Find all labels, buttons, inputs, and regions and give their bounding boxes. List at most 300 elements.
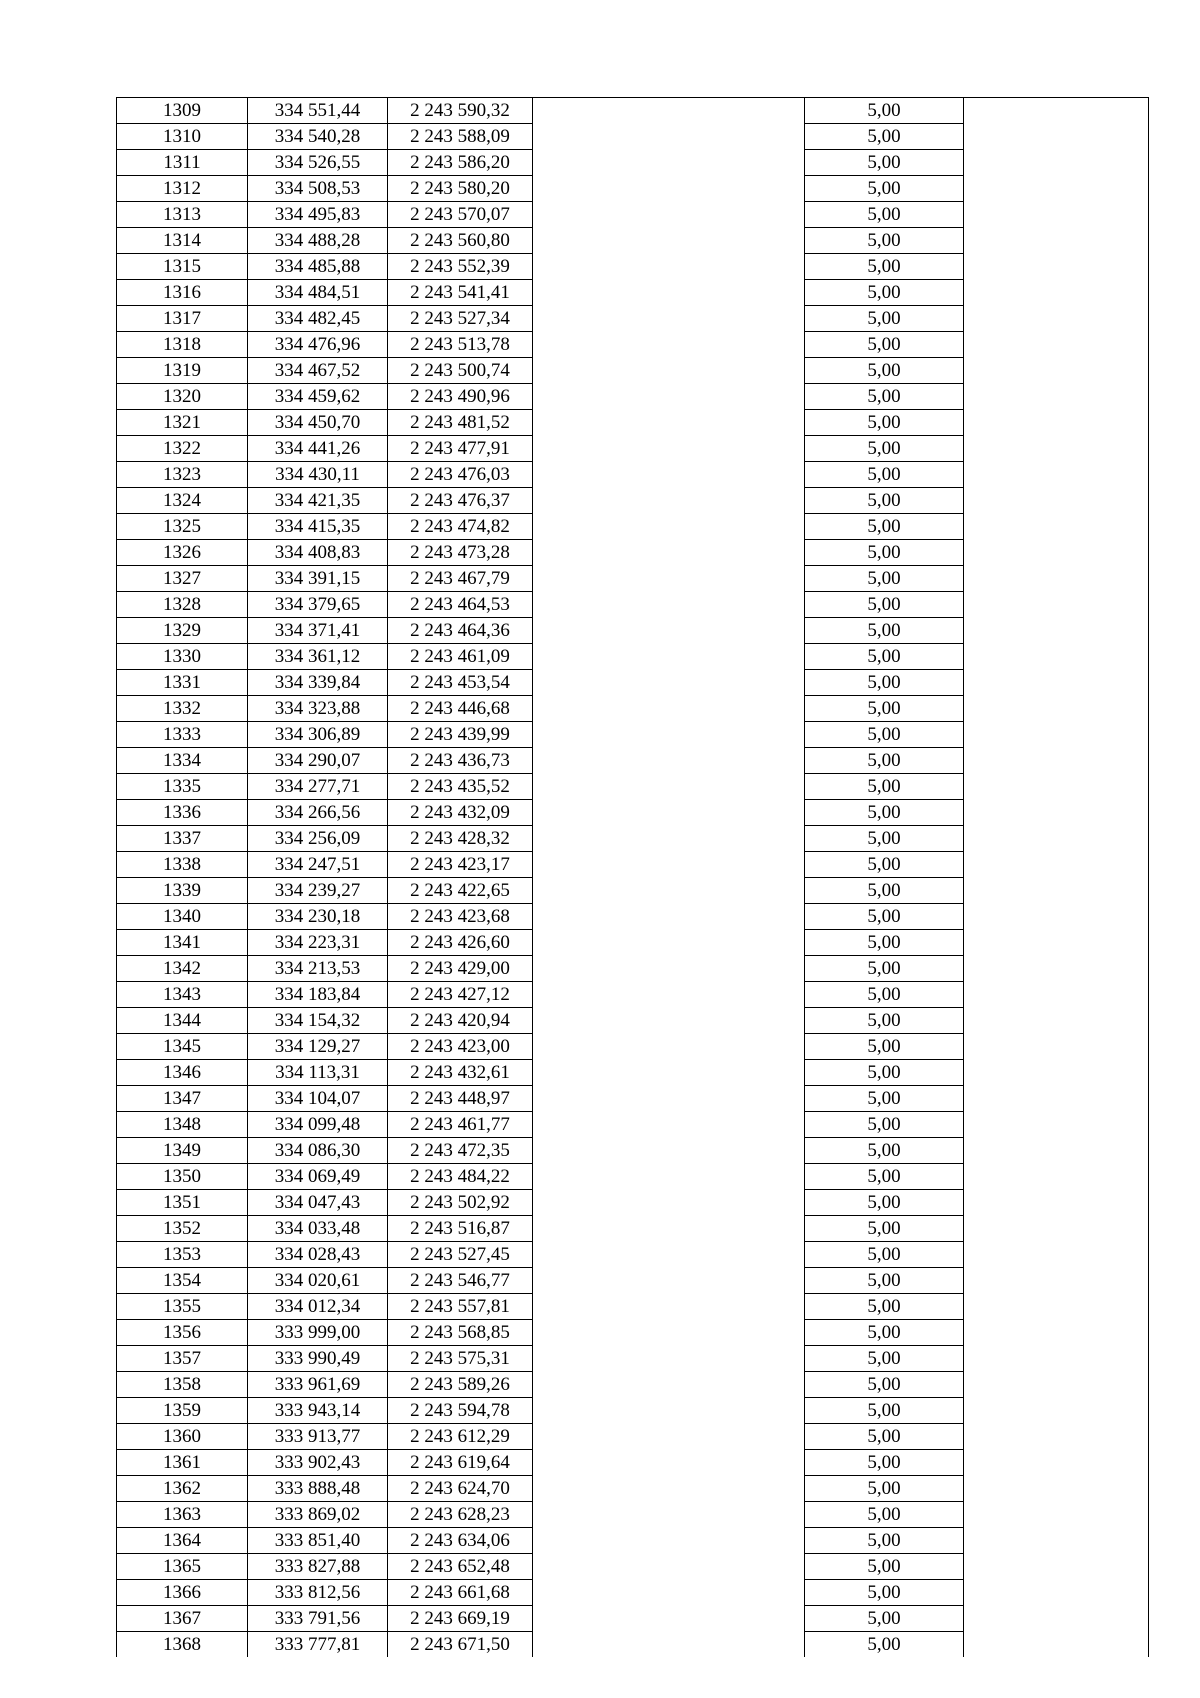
empty-cell xyxy=(964,592,1149,618)
table-row xyxy=(117,774,1149,800)
value-cell: 5,00 xyxy=(805,358,964,384)
x-coordinate-cell: 334 012,34 xyxy=(248,1294,388,1320)
empty-cell xyxy=(533,592,805,618)
y-coordinate-cell: 2 243 420,94 xyxy=(388,1008,533,1034)
x-coordinate-cell: 334 415,35 xyxy=(248,514,388,540)
value-cell: 5,00 xyxy=(805,1580,964,1606)
y-coordinate-cell: 2 243 427,12 xyxy=(388,982,533,1008)
value-cell: 5,00 xyxy=(805,488,964,514)
point-number-cell: 1341 xyxy=(117,930,248,956)
y-coordinate-cell: 2 243 516,87 xyxy=(388,1216,533,1242)
empty-cell xyxy=(964,904,1149,930)
empty-cell xyxy=(964,1216,1149,1242)
table-row xyxy=(117,1554,1149,1580)
empty-cell xyxy=(533,1398,805,1424)
value-cell: 5,00 xyxy=(805,1086,964,1112)
x-coordinate-cell: 334 266,56 xyxy=(248,800,388,826)
empty-cell xyxy=(533,826,805,852)
empty-cell xyxy=(964,176,1149,202)
empty-cell xyxy=(964,1346,1149,1372)
value-cell: 5,00 xyxy=(805,878,964,904)
point-number-cell: 1334 xyxy=(117,748,248,774)
table-row xyxy=(117,488,1149,514)
table-row xyxy=(117,280,1149,306)
y-coordinate-cell: 2 243 464,36 xyxy=(388,618,533,644)
value-cell: 5,00 xyxy=(805,904,964,930)
table-row xyxy=(117,1242,1149,1268)
empty-cell xyxy=(533,1372,805,1398)
empty-cell xyxy=(964,1476,1149,1502)
value-cell: 5,00 xyxy=(805,1606,964,1632)
x-coordinate-cell: 334 020,61 xyxy=(248,1268,388,1294)
empty-cell xyxy=(964,540,1149,566)
empty-cell xyxy=(533,462,805,488)
y-coordinate-cell: 2 243 453,54 xyxy=(388,670,533,696)
x-coordinate-cell: 334 223,31 xyxy=(248,930,388,956)
point-number-cell: 1358 xyxy=(117,1372,248,1398)
empty-cell xyxy=(533,358,805,384)
point-number-cell: 1336 xyxy=(117,800,248,826)
empty-cell xyxy=(533,1034,805,1060)
empty-cell xyxy=(533,800,805,826)
point-number-cell: 1366 xyxy=(117,1580,248,1606)
empty-cell xyxy=(964,1424,1149,1450)
empty-cell xyxy=(964,878,1149,904)
point-number-cell: 1363 xyxy=(117,1502,248,1528)
empty-cell xyxy=(964,488,1149,514)
point-number-cell: 1344 xyxy=(117,1008,248,1034)
y-coordinate-cell: 2 243 671,50 xyxy=(388,1632,533,1658)
empty-cell xyxy=(533,1528,805,1554)
x-coordinate-cell: 334 482,45 xyxy=(248,306,388,332)
empty-cell xyxy=(533,644,805,670)
y-coordinate-cell: 2 243 570,07 xyxy=(388,202,533,228)
table-row xyxy=(117,644,1149,670)
y-coordinate-cell: 2 243 490,96 xyxy=(388,384,533,410)
x-coordinate-cell: 334 129,27 xyxy=(248,1034,388,1060)
empty-cell xyxy=(964,1632,1149,1658)
empty-cell xyxy=(964,956,1149,982)
empty-cell xyxy=(533,774,805,800)
empty-cell xyxy=(964,566,1149,592)
empty-cell xyxy=(964,618,1149,644)
empty-cell xyxy=(964,826,1149,852)
empty-cell xyxy=(964,332,1149,358)
empty-cell xyxy=(964,1320,1149,1346)
y-coordinate-cell: 2 243 589,26 xyxy=(388,1372,533,1398)
empty-cell xyxy=(964,800,1149,826)
point-number-cell: 1359 xyxy=(117,1398,248,1424)
empty-cell xyxy=(964,410,1149,436)
table-row xyxy=(117,384,1149,410)
value-cell: 5,00 xyxy=(805,540,964,566)
table-row xyxy=(117,150,1149,176)
point-number-cell: 1318 xyxy=(117,332,248,358)
table-row xyxy=(117,1502,1149,1528)
point-number-cell: 1345 xyxy=(117,1034,248,1060)
value-cell: 5,00 xyxy=(805,644,964,670)
x-coordinate-cell: 333 999,00 xyxy=(248,1320,388,1346)
value-cell: 5,00 xyxy=(805,930,964,956)
table-row xyxy=(117,566,1149,592)
x-coordinate-cell: 334 033,48 xyxy=(248,1216,388,1242)
table-row xyxy=(117,1606,1149,1632)
x-coordinate-cell: 334 476,96 xyxy=(248,332,388,358)
y-coordinate-cell: 2 243 527,45 xyxy=(388,1242,533,1268)
table-row xyxy=(117,1190,1149,1216)
y-coordinate-cell: 2 243 552,39 xyxy=(388,254,533,280)
empty-cell xyxy=(533,1554,805,1580)
x-coordinate-cell: 334 069,49 xyxy=(248,1164,388,1190)
x-coordinate-cell: 333 851,40 xyxy=(248,1528,388,1554)
point-number-cell: 1311 xyxy=(117,150,248,176)
table-row xyxy=(117,1112,1149,1138)
y-coordinate-cell: 2 243 432,09 xyxy=(388,800,533,826)
table-row xyxy=(117,800,1149,826)
empty-cell xyxy=(964,124,1149,150)
value-cell: 5,00 xyxy=(805,618,964,644)
x-coordinate-cell: 334 113,31 xyxy=(248,1060,388,1086)
table-row xyxy=(117,1320,1149,1346)
empty-cell xyxy=(964,644,1149,670)
table-row xyxy=(117,1528,1149,1554)
empty-cell xyxy=(533,202,805,228)
y-coordinate-cell: 2 243 464,53 xyxy=(388,592,533,618)
y-coordinate-cell: 2 243 477,91 xyxy=(388,436,533,462)
value-cell: 5,00 xyxy=(805,670,964,696)
empty-cell xyxy=(964,748,1149,774)
table-row xyxy=(117,1034,1149,1060)
x-coordinate-cell: 334 485,88 xyxy=(248,254,388,280)
point-number-cell: 1353 xyxy=(117,1242,248,1268)
empty-cell xyxy=(533,124,805,150)
point-number-cell: 1317 xyxy=(117,306,248,332)
empty-cell xyxy=(964,254,1149,280)
y-coordinate-cell: 2 243 580,20 xyxy=(388,176,533,202)
x-coordinate-cell: 334 540,28 xyxy=(248,124,388,150)
empty-cell xyxy=(964,930,1149,956)
empty-cell xyxy=(964,1450,1149,1476)
value-cell: 5,00 xyxy=(805,514,964,540)
point-number-cell: 1325 xyxy=(117,514,248,540)
empty-cell xyxy=(964,1372,1149,1398)
value-cell: 5,00 xyxy=(805,150,964,176)
y-coordinate-cell: 2 243 428,32 xyxy=(388,826,533,852)
value-cell: 5,00 xyxy=(805,1294,964,1320)
table-row xyxy=(117,748,1149,774)
empty-cell xyxy=(533,436,805,462)
value-cell: 5,00 xyxy=(805,1424,964,1450)
empty-cell xyxy=(533,1450,805,1476)
y-coordinate-cell: 2 243 612,29 xyxy=(388,1424,533,1450)
value-cell: 5,00 xyxy=(805,1632,964,1658)
x-coordinate-cell: 334 450,70 xyxy=(248,410,388,436)
x-coordinate-cell: 333 913,77 xyxy=(248,1424,388,1450)
x-coordinate-cell: 334 421,35 xyxy=(248,488,388,514)
x-coordinate-cell: 334 467,52 xyxy=(248,358,388,384)
y-coordinate-cell: 2 243 575,31 xyxy=(388,1346,533,1372)
table-row xyxy=(117,1398,1149,1424)
value-cell: 5,00 xyxy=(805,1164,964,1190)
point-number-cell: 1347 xyxy=(117,1086,248,1112)
point-number-cell: 1352 xyxy=(117,1216,248,1242)
empty-cell xyxy=(533,1320,805,1346)
empty-cell xyxy=(533,1216,805,1242)
point-number-cell: 1338 xyxy=(117,852,248,878)
point-number-cell: 1321 xyxy=(117,410,248,436)
x-coordinate-cell: 334 154,32 xyxy=(248,1008,388,1034)
y-coordinate-cell: 2 243 590,32 xyxy=(388,98,533,124)
table-row xyxy=(117,696,1149,722)
point-number-cell: 1355 xyxy=(117,1294,248,1320)
x-coordinate-cell: 334 239,27 xyxy=(248,878,388,904)
point-number-cell: 1367 xyxy=(117,1606,248,1632)
y-coordinate-cell: 2 243 439,99 xyxy=(388,722,533,748)
value-cell: 5,00 xyxy=(805,1346,964,1372)
empty-cell xyxy=(533,280,805,306)
value-cell: 5,00 xyxy=(805,748,964,774)
empty-cell xyxy=(964,1502,1149,1528)
y-coordinate-cell: 2 243 560,80 xyxy=(388,228,533,254)
point-number-cell: 1327 xyxy=(117,566,248,592)
x-coordinate-cell: 334 256,09 xyxy=(248,826,388,852)
value-cell: 5,00 xyxy=(805,826,964,852)
empty-cell xyxy=(533,384,805,410)
table-row xyxy=(117,228,1149,254)
table-row xyxy=(117,1138,1149,1164)
value-cell: 5,00 xyxy=(805,1216,964,1242)
empty-cell xyxy=(533,1268,805,1294)
empty-cell xyxy=(533,1060,805,1086)
table-row xyxy=(117,1346,1149,1372)
y-coordinate-cell: 2 243 461,77 xyxy=(388,1112,533,1138)
table-row xyxy=(117,332,1149,358)
empty-cell xyxy=(533,982,805,1008)
value-cell: 5,00 xyxy=(805,722,964,748)
table-row xyxy=(117,904,1149,930)
value-cell: 5,00 xyxy=(805,566,964,592)
x-coordinate-cell: 334 306,89 xyxy=(248,722,388,748)
point-number-cell: 1326 xyxy=(117,540,248,566)
empty-cell xyxy=(533,930,805,956)
empty-cell xyxy=(964,670,1149,696)
empty-cell xyxy=(533,566,805,592)
point-number-cell: 1312 xyxy=(117,176,248,202)
empty-cell xyxy=(533,1190,805,1216)
value-cell: 5,00 xyxy=(805,774,964,800)
point-number-cell: 1365 xyxy=(117,1554,248,1580)
value-cell: 5,00 xyxy=(805,1554,964,1580)
x-coordinate-cell: 334 391,15 xyxy=(248,566,388,592)
y-coordinate-cell: 2 243 661,68 xyxy=(388,1580,533,1606)
y-coordinate-cell: 2 243 436,73 xyxy=(388,748,533,774)
coordinates-table xyxy=(116,97,1149,1657)
y-coordinate-cell: 2 243 541,41 xyxy=(388,280,533,306)
empty-cell xyxy=(964,1528,1149,1554)
table-row xyxy=(117,124,1149,150)
empty-cell xyxy=(533,1242,805,1268)
y-coordinate-cell: 2 243 652,48 xyxy=(388,1554,533,1580)
x-coordinate-cell: 334 551,44 xyxy=(248,98,388,124)
x-coordinate-cell: 334 430,11 xyxy=(248,462,388,488)
empty-cell xyxy=(964,696,1149,722)
table-row xyxy=(117,1086,1149,1112)
value-cell: 5,00 xyxy=(805,98,964,124)
empty-cell xyxy=(533,98,805,124)
table-row xyxy=(117,1268,1149,1294)
value-cell: 5,00 xyxy=(805,1528,964,1554)
empty-cell xyxy=(964,1164,1149,1190)
table-row xyxy=(117,1294,1149,1320)
value-cell: 5,00 xyxy=(805,1190,964,1216)
table-row xyxy=(117,1476,1149,1502)
point-number-cell: 1340 xyxy=(117,904,248,930)
x-coordinate-cell: 334 183,84 xyxy=(248,982,388,1008)
value-cell: 5,00 xyxy=(805,982,964,1008)
value-cell: 5,00 xyxy=(805,1476,964,1502)
x-coordinate-cell: 333 990,49 xyxy=(248,1346,388,1372)
point-number-cell: 1349 xyxy=(117,1138,248,1164)
value-cell: 5,00 xyxy=(805,228,964,254)
table-row xyxy=(117,722,1149,748)
empty-cell xyxy=(964,722,1149,748)
point-number-cell: 1339 xyxy=(117,878,248,904)
y-coordinate-cell: 2 243 619,64 xyxy=(388,1450,533,1476)
x-coordinate-cell: 333 961,69 xyxy=(248,1372,388,1398)
y-coordinate-cell: 2 243 594,78 xyxy=(388,1398,533,1424)
y-coordinate-cell: 2 243 557,81 xyxy=(388,1294,533,1320)
point-number-cell: 1368 xyxy=(117,1632,248,1658)
empty-cell xyxy=(533,150,805,176)
empty-cell xyxy=(533,748,805,774)
value-cell: 5,00 xyxy=(805,384,964,410)
x-coordinate-cell: 334 361,12 xyxy=(248,644,388,670)
y-coordinate-cell: 2 243 426,60 xyxy=(388,930,533,956)
y-coordinate-cell: 2 243 467,79 xyxy=(388,566,533,592)
value-cell: 5,00 xyxy=(805,956,964,982)
point-number-cell: 1346 xyxy=(117,1060,248,1086)
empty-cell xyxy=(964,280,1149,306)
empty-cell xyxy=(964,384,1149,410)
table-row xyxy=(117,670,1149,696)
x-coordinate-cell: 334 508,53 xyxy=(248,176,388,202)
empty-cell xyxy=(964,982,1149,1008)
table-row xyxy=(117,1060,1149,1086)
point-number-cell: 1357 xyxy=(117,1346,248,1372)
empty-cell xyxy=(533,1164,805,1190)
point-number-cell: 1335 xyxy=(117,774,248,800)
point-number-cell: 1332 xyxy=(117,696,248,722)
point-number-cell: 1330 xyxy=(117,644,248,670)
value-cell: 5,00 xyxy=(805,202,964,228)
y-coordinate-cell: 2 243 634,06 xyxy=(388,1528,533,1554)
empty-cell xyxy=(964,98,1149,124)
empty-cell xyxy=(533,540,805,566)
point-number-cell: 1333 xyxy=(117,722,248,748)
y-coordinate-cell: 2 243 586,20 xyxy=(388,150,533,176)
table-row xyxy=(117,1580,1149,1606)
empty-cell xyxy=(964,1060,1149,1086)
x-coordinate-cell: 334 371,41 xyxy=(248,618,388,644)
point-number-cell: 1316 xyxy=(117,280,248,306)
point-number-cell: 1337 xyxy=(117,826,248,852)
x-coordinate-cell: 334 086,30 xyxy=(248,1138,388,1164)
value-cell: 5,00 xyxy=(805,1008,964,1034)
empty-cell xyxy=(964,1268,1149,1294)
x-coordinate-cell: 333 943,14 xyxy=(248,1398,388,1424)
x-coordinate-cell: 334 047,43 xyxy=(248,1190,388,1216)
x-coordinate-cell: 334 459,62 xyxy=(248,384,388,410)
value-cell: 5,00 xyxy=(805,696,964,722)
x-coordinate-cell: 334 247,51 xyxy=(248,852,388,878)
empty-cell xyxy=(533,1424,805,1450)
empty-cell xyxy=(964,1242,1149,1268)
y-coordinate-cell: 2 243 435,52 xyxy=(388,774,533,800)
y-coordinate-cell: 2 243 546,77 xyxy=(388,1268,533,1294)
empty-cell xyxy=(964,1112,1149,1138)
point-number-cell: 1354 xyxy=(117,1268,248,1294)
table-row xyxy=(117,1164,1149,1190)
empty-cell xyxy=(533,1008,805,1034)
empty-cell xyxy=(964,202,1149,228)
empty-cell xyxy=(964,852,1149,878)
point-number-cell: 1320 xyxy=(117,384,248,410)
table-row xyxy=(117,1424,1149,1450)
x-coordinate-cell: 334 290,07 xyxy=(248,748,388,774)
x-coordinate-cell: 334 099,48 xyxy=(248,1112,388,1138)
value-cell: 5,00 xyxy=(805,1060,964,1086)
x-coordinate-cell: 333 827,88 xyxy=(248,1554,388,1580)
empty-cell xyxy=(533,722,805,748)
point-number-cell: 1356 xyxy=(117,1320,248,1346)
value-cell: 5,00 xyxy=(805,1450,964,1476)
empty-cell xyxy=(533,1294,805,1320)
empty-cell xyxy=(964,1606,1149,1632)
y-coordinate-cell: 2 243 502,92 xyxy=(388,1190,533,1216)
value-cell: 5,00 xyxy=(805,410,964,436)
x-coordinate-cell: 334 484,51 xyxy=(248,280,388,306)
y-coordinate-cell: 2 243 527,34 xyxy=(388,306,533,332)
value-cell: 5,00 xyxy=(805,852,964,878)
value-cell: 5,00 xyxy=(805,254,964,280)
point-number-cell: 1342 xyxy=(117,956,248,982)
table-row xyxy=(117,930,1149,956)
empty-cell xyxy=(533,1580,805,1606)
table-row xyxy=(117,98,1149,124)
y-coordinate-cell: 2 243 513,78 xyxy=(388,332,533,358)
empty-cell xyxy=(964,514,1149,540)
empty-cell xyxy=(533,904,805,930)
x-coordinate-cell: 334 526,55 xyxy=(248,150,388,176)
empty-cell xyxy=(533,254,805,280)
value-cell: 5,00 xyxy=(805,1320,964,1346)
point-number-cell: 1309 xyxy=(117,98,248,124)
table-row xyxy=(117,540,1149,566)
point-number-cell: 1362 xyxy=(117,1476,248,1502)
value-cell: 5,00 xyxy=(805,1112,964,1138)
point-number-cell: 1322 xyxy=(117,436,248,462)
empty-cell xyxy=(533,956,805,982)
y-coordinate-cell: 2 243 476,37 xyxy=(388,488,533,514)
y-coordinate-cell: 2 243 429,00 xyxy=(388,956,533,982)
y-coordinate-cell: 2 243 423,68 xyxy=(388,904,533,930)
point-number-cell: 1351 xyxy=(117,1190,248,1216)
empty-cell xyxy=(964,358,1149,384)
x-coordinate-cell: 333 902,43 xyxy=(248,1450,388,1476)
table-row xyxy=(117,358,1149,384)
x-coordinate-cell: 334 408,83 xyxy=(248,540,388,566)
point-number-cell: 1323 xyxy=(117,462,248,488)
